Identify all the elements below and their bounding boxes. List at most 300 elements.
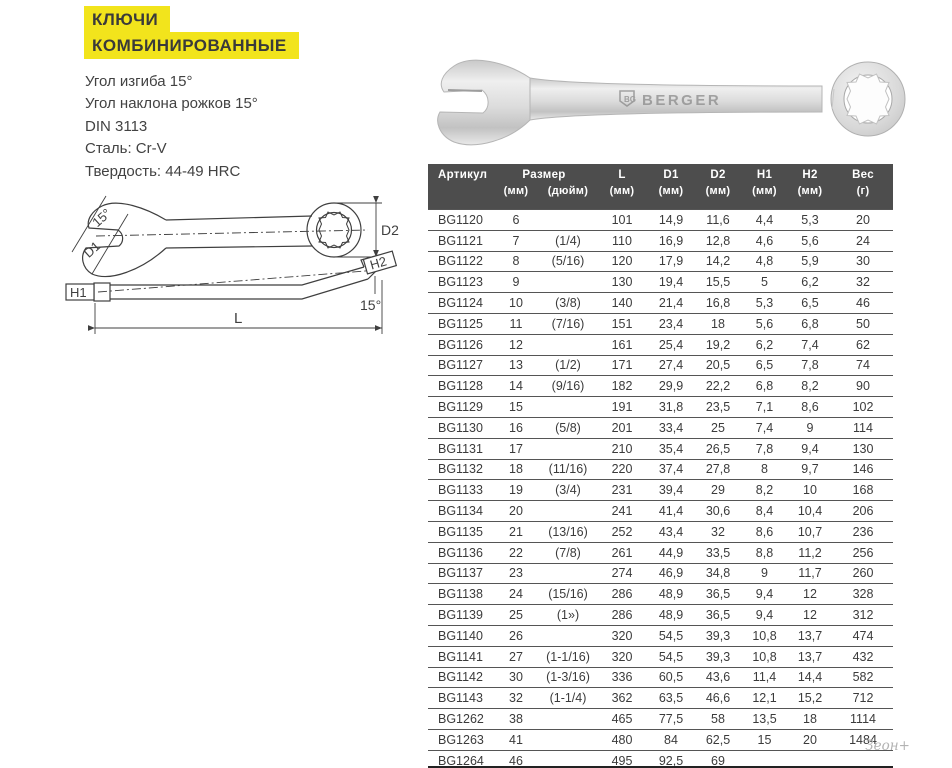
- unit-mm: (мм): [742, 185, 787, 210]
- d1-label: D1: [80, 238, 104, 261]
- table-row: [428, 417, 893, 438]
- table-cell: [540, 272, 596, 293]
- unit-mm: (мм): [694, 185, 742, 210]
- table-cell: BG1141: [428, 646, 492, 667]
- table-cell: 252: [596, 521, 648, 542]
- table-cell: (7/8): [540, 542, 596, 563]
- table-cell: BG1125: [428, 313, 492, 334]
- table-row: [428, 334, 893, 355]
- table-cell: 44,9: [648, 542, 694, 563]
- table-cell: 362: [596, 688, 648, 709]
- table-cell: 336: [596, 667, 648, 688]
- table-cell: 5: [742, 272, 787, 293]
- col-weight: Вес: [833, 164, 893, 185]
- table-cell: 7,4: [787, 334, 833, 355]
- table-cell: 46,6: [694, 688, 742, 709]
- table-cell: 7: [492, 230, 540, 251]
- table-cell: BG1134: [428, 501, 492, 522]
- table-cell: 16,8: [694, 293, 742, 314]
- table-cell: 69: [694, 750, 742, 768]
- table-cell: 7,8: [787, 355, 833, 376]
- table-cell: BG1136: [428, 542, 492, 563]
- unit-mm: (мм): [787, 185, 833, 210]
- table-cell: 6: [492, 210, 540, 231]
- table-cell: 432: [833, 646, 893, 667]
- technical-drawing: [62, 190, 412, 342]
- table-cell: (3/8): [540, 293, 596, 314]
- table-cell: 22,2: [694, 376, 742, 397]
- table-cell: 320: [596, 625, 648, 646]
- table-cell: 48,9: [648, 584, 694, 605]
- table-cell: 26,5: [694, 438, 742, 459]
- unit-mm: (мм): [648, 185, 694, 210]
- table-cell: 201: [596, 417, 648, 438]
- table-cell: 30,6: [694, 501, 742, 522]
- table-cell: 21,4: [648, 293, 694, 314]
- table-header: [428, 164, 893, 210]
- spec-line: Угол изгиба 15°: [85, 73, 193, 90]
- col-article: Артикул: [428, 164, 492, 210]
- col-d1: D1: [648, 164, 694, 185]
- table-cell: 23,4: [648, 313, 694, 334]
- table-cell: 77,5: [648, 709, 694, 730]
- table-cell: 63,5: [648, 688, 694, 709]
- d2-label: D2: [381, 222, 399, 238]
- table-cell: 10,7: [787, 521, 833, 542]
- table-cell: 33,5: [694, 542, 742, 563]
- table-cell: BG1120: [428, 210, 492, 231]
- page-title: [84, 6, 299, 59]
- table-row: [428, 397, 893, 418]
- table-cell: 15,2: [787, 688, 833, 709]
- h1-label: H1: [70, 285, 87, 300]
- table-cell: 15: [492, 397, 540, 418]
- table-row: [428, 646, 893, 667]
- table-cell: 20: [492, 501, 540, 522]
- table-cell: 13,7: [787, 646, 833, 667]
- col-size: Размер: [492, 164, 596, 185]
- table-cell: 130: [596, 272, 648, 293]
- table-cell: 274: [596, 563, 648, 584]
- table-cell: 582: [833, 667, 893, 688]
- table-cell: [540, 210, 596, 231]
- table-cell: (1»): [540, 605, 596, 626]
- table-cell: 5,6: [742, 313, 787, 334]
- table-cell: 31,8: [648, 397, 694, 418]
- table-cell: 102: [833, 397, 893, 418]
- table-cell: 10: [787, 480, 833, 501]
- table-cell: 241: [596, 501, 648, 522]
- table-cell: 8,6: [742, 521, 787, 542]
- table-cell: 46: [833, 293, 893, 314]
- table-cell: 312: [833, 605, 893, 626]
- table-cell: 9: [742, 563, 787, 584]
- brand-name: BERGER: [642, 92, 722, 109]
- table-cell: 23,5: [694, 397, 742, 418]
- table-cell: 29: [694, 480, 742, 501]
- table-cell: 8,4: [742, 501, 787, 522]
- table-cell: 20: [787, 729, 833, 750]
- table-cell: 6,5: [787, 293, 833, 314]
- table-cell: 9,7: [787, 459, 833, 480]
- table-row: [428, 210, 893, 231]
- spec-line: Сталь: Cr-V: [85, 140, 167, 158]
- table-cell: 34,8: [694, 563, 742, 584]
- table-cell: 15,5: [694, 272, 742, 293]
- table-cell: [540, 563, 596, 584]
- table-cell: (9/16): [540, 376, 596, 397]
- table-cell: (15/16): [540, 584, 596, 605]
- table-cell: 220: [596, 459, 648, 480]
- table-cell: 495: [596, 750, 648, 768]
- table-cell: BG1263: [428, 729, 492, 750]
- table-cell: 5,9: [787, 251, 833, 272]
- table-cell: 712: [833, 688, 893, 709]
- table-cell: 18: [492, 459, 540, 480]
- table-cell: 7,1: [742, 397, 787, 418]
- table-row: [428, 251, 893, 272]
- table-row: [428, 688, 893, 709]
- table-cell: [540, 438, 596, 459]
- table-cell: 21: [492, 521, 540, 542]
- table-cell: 114: [833, 417, 893, 438]
- table-cell: 27: [492, 646, 540, 667]
- table-cell: BG1122: [428, 251, 492, 272]
- table-cell: BG1132: [428, 459, 492, 480]
- table-cell: 35,4: [648, 438, 694, 459]
- unit-g: (г): [833, 185, 893, 210]
- col-l: L: [596, 164, 648, 185]
- table-cell: 32: [694, 521, 742, 542]
- table-cell: [742, 750, 787, 768]
- wrench-photo: [424, 46, 922, 156]
- table-cell: 236: [833, 521, 893, 542]
- table-cell: 480: [596, 729, 648, 750]
- table-cell: 5,3: [742, 293, 787, 314]
- table-cell: 14: [492, 376, 540, 397]
- table-cell: 9,4: [742, 605, 787, 626]
- table-cell: 286: [596, 584, 648, 605]
- col-h1: H1: [742, 164, 787, 185]
- table-cell: 38: [492, 709, 540, 730]
- table-cell: 210: [596, 438, 648, 459]
- table-row: [428, 313, 893, 334]
- table-cell: 465: [596, 709, 648, 730]
- table-cell: 8,2: [742, 480, 787, 501]
- table-cell: BG1139: [428, 605, 492, 626]
- table-cell: 171: [596, 355, 648, 376]
- table-cell: 10,8: [742, 646, 787, 667]
- table-cell: 8: [492, 251, 540, 272]
- table-row: [428, 584, 893, 605]
- table-cell: 6,5: [742, 355, 787, 376]
- table-cell: 6,2: [742, 334, 787, 355]
- table-cell: 90: [833, 376, 893, 397]
- col-d2: D2: [694, 164, 742, 185]
- table-cell: 206: [833, 501, 893, 522]
- table-cell: (1-3/16): [540, 667, 596, 688]
- angle-left-label: 15°: [89, 205, 114, 230]
- table-cell: BG1131: [428, 438, 492, 459]
- table-cell: [787, 750, 833, 768]
- spec-line: Угол наклона рожков 15°: [85, 95, 258, 113]
- table-cell: BG1130: [428, 417, 492, 438]
- table-cell: (1/4): [540, 230, 596, 251]
- table-cell: 27,8: [694, 459, 742, 480]
- table-cell: [540, 501, 596, 522]
- table-cell: 24: [833, 230, 893, 251]
- table-cell: 256: [833, 542, 893, 563]
- table-row: [428, 729, 893, 750]
- table-cell: 39,3: [694, 646, 742, 667]
- table-cell: 25,4: [648, 334, 694, 355]
- table-cell: 328: [833, 584, 893, 605]
- table-cell: 23: [492, 563, 540, 584]
- table-cell: 46: [492, 750, 540, 768]
- table-row: [428, 230, 893, 251]
- table-cell: 14,9: [648, 210, 694, 231]
- table-cell: [540, 625, 596, 646]
- table-cell: 16: [492, 417, 540, 438]
- table-cell: 27,4: [648, 355, 694, 376]
- table-cell: 26: [492, 625, 540, 646]
- watermark: Зеон+: [865, 738, 910, 754]
- table-cell: 32: [833, 272, 893, 293]
- table-cell: BG1123: [428, 272, 492, 293]
- table-cell: BG1140: [428, 625, 492, 646]
- table-cell: (1/2): [540, 355, 596, 376]
- spec-line: Твердость: 44-49 HRC: [85, 162, 241, 180]
- table-cell: 30: [492, 667, 540, 688]
- table-cell: 19,4: [648, 272, 694, 293]
- table-cell: 11,7: [787, 563, 833, 584]
- table-cell: 11,6: [694, 210, 742, 231]
- table-cell: 22: [492, 542, 540, 563]
- table-cell: 92,5: [648, 750, 694, 768]
- table-cell: 54,5: [648, 646, 694, 667]
- table-cell: 1114: [833, 709, 893, 730]
- table-cell: 17,9: [648, 251, 694, 272]
- table-cell: 10,8: [742, 625, 787, 646]
- table-cell: 5,3: [787, 210, 833, 231]
- table-cell: 5,6: [787, 230, 833, 251]
- open-end: [438, 60, 530, 145]
- table-cell: 182: [596, 376, 648, 397]
- table-cell: 9: [492, 272, 540, 293]
- table-cell: BG1138: [428, 584, 492, 605]
- table-cell: (13/16): [540, 521, 596, 542]
- table-cell: (11/16): [540, 459, 596, 480]
- table-cell: 140: [596, 293, 648, 314]
- table-cell: 36,5: [694, 605, 742, 626]
- length-label: L: [234, 310, 243, 327]
- table-cell: 48,9: [648, 605, 694, 626]
- table-cell: 30: [833, 251, 893, 272]
- table-cell: 130: [833, 438, 893, 459]
- table-cell: BG1127: [428, 355, 492, 376]
- unit-inch: (дюйм): [540, 185, 596, 210]
- table-row: [428, 709, 893, 730]
- table-cell: 62: [833, 334, 893, 355]
- table-cell: 19,2: [694, 334, 742, 355]
- table-cell: [540, 709, 596, 730]
- table-cell: 11,4: [742, 667, 787, 688]
- table-cell: 13,7: [787, 625, 833, 646]
- table-cell: 16,9: [648, 230, 694, 251]
- table-cell: BG1128: [428, 376, 492, 397]
- table-cell: 10: [492, 293, 540, 314]
- table-cell: 12,8: [694, 230, 742, 251]
- table-cell: [540, 334, 596, 355]
- table-row: [428, 272, 893, 293]
- table-cell: BG1143: [428, 688, 492, 709]
- table-cell: (5/16): [540, 251, 596, 272]
- table-row: [428, 625, 893, 646]
- table-cell: 12,1: [742, 688, 787, 709]
- table-cell: 20,5: [694, 355, 742, 376]
- table-cell: 8: [742, 459, 787, 480]
- table-row: [428, 501, 893, 522]
- table-cell: 41,4: [648, 501, 694, 522]
- table-cell: 151: [596, 313, 648, 334]
- table-row: [428, 438, 893, 459]
- table-cell: 25: [492, 605, 540, 626]
- table-cell: 8,8: [742, 542, 787, 563]
- table-row: [428, 376, 893, 397]
- table-cell: 474: [833, 625, 893, 646]
- table-row: [428, 667, 893, 688]
- ring-12pt-hole: [319, 212, 349, 248]
- table-cell: 29,9: [648, 376, 694, 397]
- table-cell: 60,5: [648, 667, 694, 688]
- table-cell: 62,5: [694, 729, 742, 750]
- table-row: [428, 480, 893, 501]
- table-cell: [540, 729, 596, 750]
- table-cell: 1484: [833, 729, 893, 750]
- table-cell: 6,2: [787, 272, 833, 293]
- table-cell: 146: [833, 459, 893, 480]
- table-cell: 41: [492, 729, 540, 750]
- table-cell: 6,8: [787, 313, 833, 334]
- table-cell: 13: [492, 355, 540, 376]
- table-body: [428, 210, 893, 768]
- table-cell: 19: [492, 480, 540, 501]
- table-cell: 43,4: [648, 521, 694, 542]
- table-cell: (1-1/16): [540, 646, 596, 667]
- table-cell: 101: [596, 210, 648, 231]
- table-cell: 84: [648, 729, 694, 750]
- angle-right-label: 15°: [360, 297, 382, 313]
- table-cell: 12: [787, 605, 833, 626]
- table-cell: 6,8: [742, 376, 787, 397]
- table-cell: BG1121: [428, 230, 492, 251]
- table-cell: BG1129: [428, 397, 492, 418]
- table-cell: 54,5: [648, 625, 694, 646]
- table-cell: 43,6: [694, 667, 742, 688]
- page-title-line2: КОМБИНИРОВАННЫЕ: [84, 32, 299, 59]
- table-cell: 39,4: [648, 480, 694, 501]
- table-cell: 11,2: [787, 542, 833, 563]
- table-cell: 20: [833, 210, 893, 231]
- table-cell: 39,3: [694, 625, 742, 646]
- table-cell: 9: [787, 417, 833, 438]
- table-cell: (1-1/4): [540, 688, 596, 709]
- table-row: [428, 542, 893, 563]
- table-cell: 14,4: [787, 667, 833, 688]
- table-cell: BG1264: [428, 750, 492, 768]
- spec-table: [428, 164, 893, 768]
- table-cell: 8,6: [787, 397, 833, 418]
- table-cell: 24: [492, 584, 540, 605]
- table-cell: BG1133: [428, 480, 492, 501]
- table-row: [428, 355, 893, 376]
- h2-label: H2: [368, 253, 389, 273]
- table-cell: 120: [596, 251, 648, 272]
- table-row: [428, 750, 893, 768]
- page-title-line1: КЛЮЧИ: [84, 6, 170, 33]
- table-cell: 10,4: [787, 501, 833, 522]
- table-cell: [540, 750, 596, 768]
- table-cell: 36,5: [694, 584, 742, 605]
- table-cell: 260: [833, 563, 893, 584]
- table-cell: 46,9: [648, 563, 694, 584]
- table-cell: 13,5: [742, 709, 787, 730]
- table-cell: 168: [833, 480, 893, 501]
- table-cell: 161: [596, 334, 648, 355]
- table-row: [428, 459, 893, 480]
- table-cell: 25: [694, 417, 742, 438]
- table-cell: 74: [833, 355, 893, 376]
- table-cell: (7/16): [540, 313, 596, 334]
- table-cell: 11: [492, 313, 540, 334]
- table-cell: 7,8: [742, 438, 787, 459]
- table-cell: 33,4: [648, 417, 694, 438]
- table-cell: BG1262: [428, 709, 492, 730]
- table-cell: 4,4: [742, 210, 787, 231]
- spec-list: [85, 71, 258, 183]
- table-cell: 8,2: [787, 376, 833, 397]
- table-cell: (3/4): [540, 480, 596, 501]
- table-cell: 7,4: [742, 417, 787, 438]
- table-cell: 110: [596, 230, 648, 251]
- table-cell: 17: [492, 438, 540, 459]
- table-cell: 4,8: [742, 251, 787, 272]
- table-cell: 58: [694, 709, 742, 730]
- table-cell: (5/8): [540, 417, 596, 438]
- col-h2: H2: [787, 164, 833, 185]
- table-cell: 286: [596, 605, 648, 626]
- table-cell: 4,6: [742, 230, 787, 251]
- table-cell: 18: [694, 313, 742, 334]
- table-cell: BG1137: [428, 563, 492, 584]
- table-cell: 12: [492, 334, 540, 355]
- table-cell: 18: [787, 709, 833, 730]
- table-cell: 15: [742, 729, 787, 750]
- table-cell: BG1126: [428, 334, 492, 355]
- table-row: [428, 605, 893, 626]
- table-cell: 37,4: [648, 459, 694, 480]
- unit-mm: (мм): [596, 185, 648, 210]
- table-cell: [540, 397, 596, 418]
- table-cell: 9,4: [742, 584, 787, 605]
- table-cell: 320: [596, 646, 648, 667]
- table-row: [428, 293, 893, 314]
- table-row: [428, 521, 893, 542]
- table-cell: BG1142: [428, 667, 492, 688]
- table-cell: 12: [787, 584, 833, 605]
- table-cell: 32: [492, 688, 540, 709]
- table-cell: 50: [833, 313, 893, 334]
